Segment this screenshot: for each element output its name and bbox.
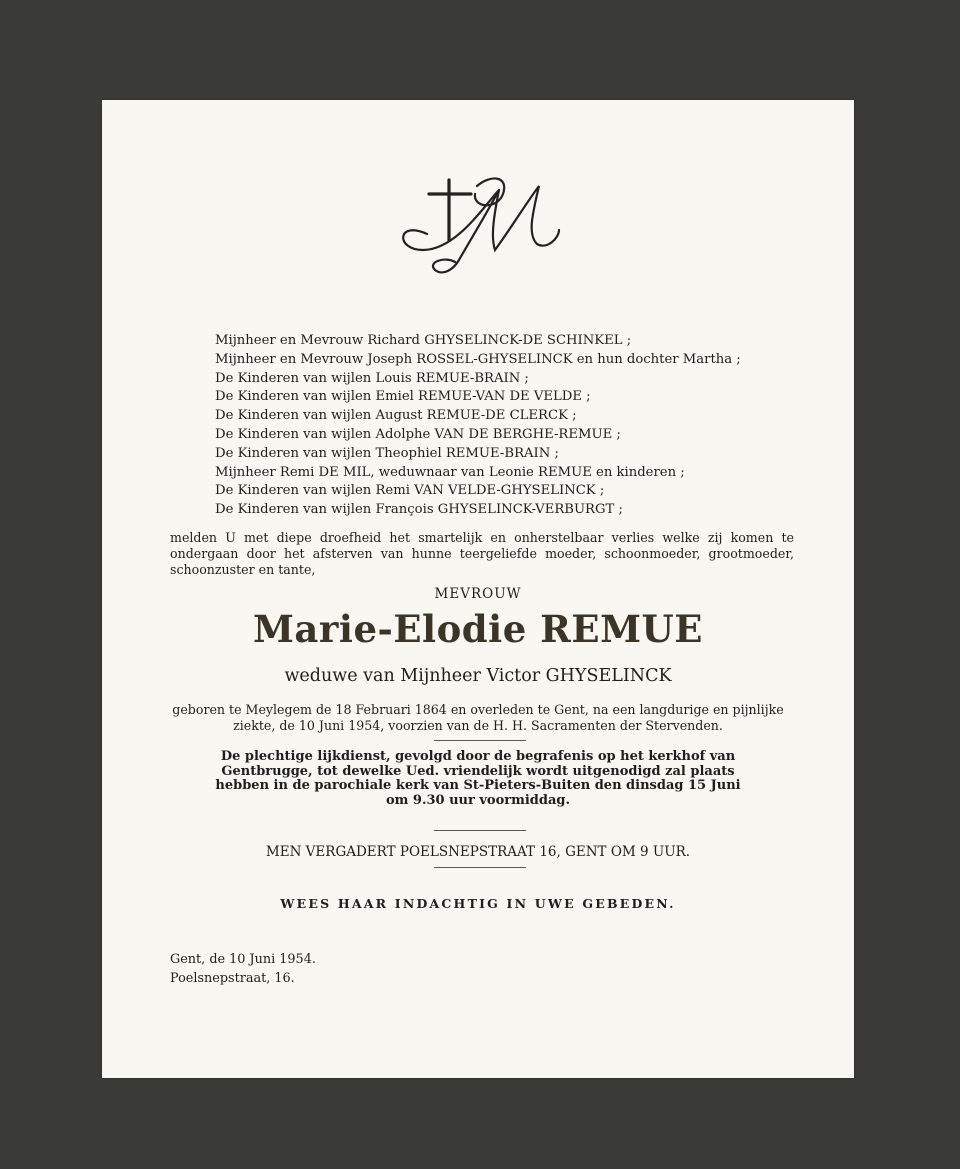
family-line: De Kinderen van wijlen Adolphe VAN DE BERGHE-REMUE ; (215, 426, 621, 442)
widow-of: weduwe van Mijnheer Victor GHYSELINCK (284, 666, 672, 686)
family-list (215, 332, 741, 520)
divider (434, 830, 526, 831)
family-line: Mijnheer Remi DE MIL, weduwnaar van Leonie REMUE en kinderen ; (215, 464, 685, 480)
mourning-card (102, 100, 854, 1078)
announcement-text: melden U met diepe droefheid het smartelijk en onherstelbaar verlies welke zij komen te ondergaan door het afsterven van hunne teergeliefde moeder, schoonmoeder, grootmoeder, schoonzuster en tante, (170, 530, 794, 578)
death-line: ziekte, de 10 Juni 1954, voorzien van de H. H. Sacramenten der Stervenden. (233, 717, 723, 733)
cross-monogram-icon (387, 172, 567, 282)
family-line: De Kinderen van wijlen François GHYSELINCK-VERBURGT ; (215, 502, 623, 518)
service-line: om 9.30 uur voormiddag. (385, 792, 571, 808)
funeral-service-notice (102, 750, 854, 808)
family-line: De Kinderen van wijlen August REMUE-DE CLERCK ; (215, 408, 577, 424)
birth-death-details (102, 702, 854, 733)
family-line: Mijnheer en Mevrouw Joseph ROSSEL-GHYSELINCK en hun dochter Martha ; (215, 351, 741, 367)
birth-line: geboren te Meylegem de 18 Februari 1864 en overleden te Gent, na een langdurige en pijnlijke (172, 702, 784, 717)
deceased-name: Marie-Elodie REMUE (252, 607, 704, 651)
family-line: De Kinderen van wijlen Theophiel REMUE-BRAIN ; (215, 445, 559, 461)
meeting-notice: MEN VERGADERT POELSNEPSTRAAT 16, GENT OM 9 UUR. (265, 844, 691, 860)
family-line: De Kinderen van wijlen Emiel REMUE-VAN DE VELDE ; (215, 389, 591, 405)
family-line: Mijnheer en Mevrouw Richard GHYSELINCK-DE SCHINKEL ; (215, 333, 632, 348)
family-line: De Kinderen van wijlen Louis REMUE-BRAIN ; (215, 370, 529, 386)
place-and-date (170, 950, 316, 988)
family-line: De Kinderen van wijlen Remi VAN VELDE-GHYSELINCK ; (215, 483, 605, 499)
divider (434, 740, 526, 741)
address-line: Poelsnepstraat, 16. (170, 971, 295, 986)
remembrance-line: WEES HAAR INDACHTIG IN UWE GEBEDEN. (280, 896, 676, 911)
service-line: Gentbrugge, tot dewelke Ued. vriendelijk wordt uitgenodigd zal plaats (221, 763, 735, 779)
honorific: MEVROUW (434, 586, 522, 602)
divider (434, 867, 526, 868)
service-line: De plechtige lijkdienst, gevolgd door de begrafenis op het kerkhof van (220, 749, 736, 764)
service-line: hebben in de parochiale kerk van St-Pieters-Buiten den dinsdag 15 Juni (215, 778, 741, 793)
date-line: Gent, de 10 Juni 1954. (170, 952, 316, 967)
